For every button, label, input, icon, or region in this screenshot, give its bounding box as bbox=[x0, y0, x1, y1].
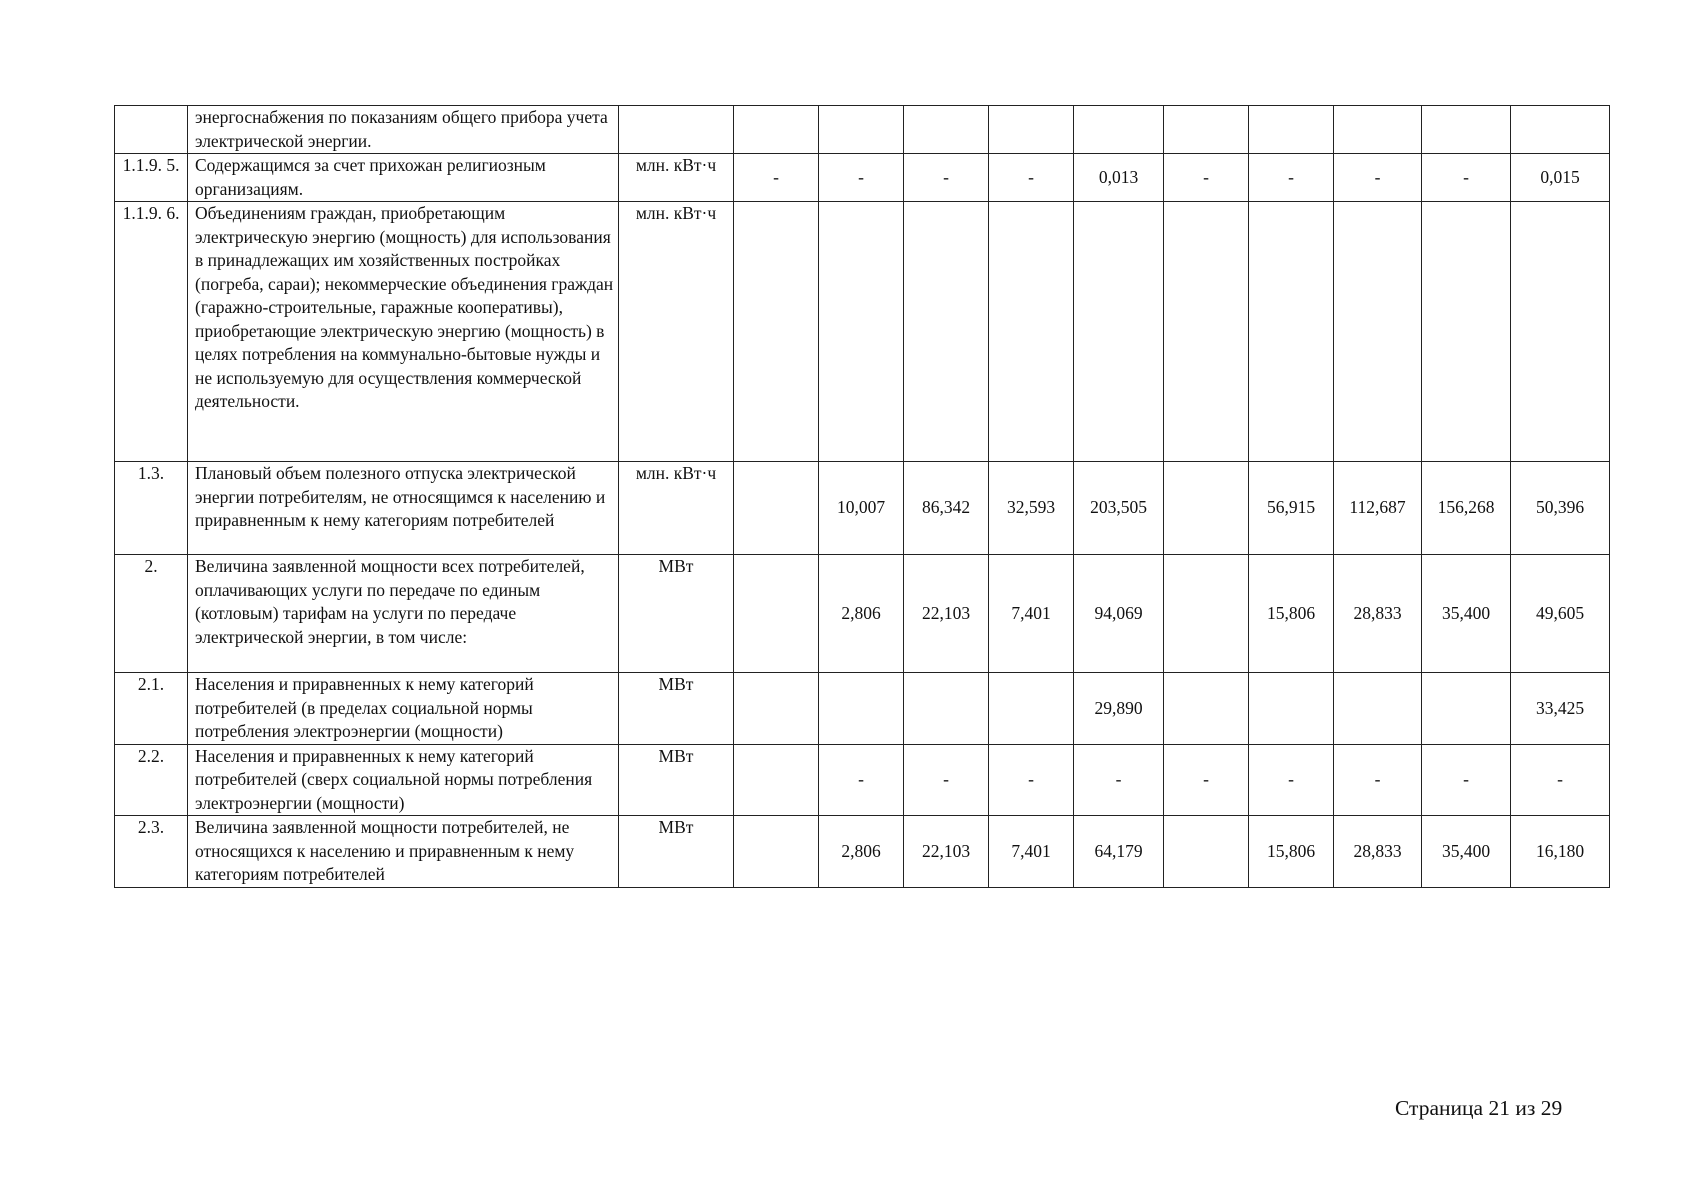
row-unit bbox=[619, 106, 734, 154]
row-number: 2.3. bbox=[115, 816, 188, 888]
value-cell: - bbox=[989, 154, 1074, 202]
row-number: 2. bbox=[115, 555, 188, 673]
value-cell bbox=[819, 673, 904, 745]
value-cell: - bbox=[1249, 744, 1334, 816]
value-cell: 10,007 bbox=[819, 462, 904, 555]
value-cell: 28,833 bbox=[1334, 816, 1422, 888]
row-number: 1.3. bbox=[115, 462, 188, 555]
table-row bbox=[115, 462, 1610, 555]
value-cell: 35,400 bbox=[1422, 816, 1511, 888]
row-number: 2.1. bbox=[115, 673, 188, 745]
table-row bbox=[115, 202, 1610, 462]
value-cell: 203,505 bbox=[1074, 462, 1164, 555]
value-cell bbox=[1422, 106, 1511, 154]
page-number: Страница 21 из 29 bbox=[1395, 1096, 1563, 1120]
value-cell: 156,268 bbox=[1422, 462, 1511, 555]
value-cell bbox=[989, 673, 1074, 745]
value-cell: - bbox=[1074, 744, 1164, 816]
value-cell: 56,915 bbox=[1249, 462, 1334, 555]
value-cell: - bbox=[1422, 154, 1511, 202]
value-cell bbox=[1249, 673, 1334, 745]
value-cell bbox=[734, 555, 819, 673]
value-cell: - bbox=[1334, 744, 1422, 816]
value-cell: 86,342 bbox=[904, 462, 989, 555]
value-cell bbox=[904, 106, 989, 154]
value-cell: 0,013 bbox=[1074, 154, 1164, 202]
table-row bbox=[115, 154, 1610, 202]
value-cell: 2,806 bbox=[819, 555, 904, 673]
value-cell bbox=[734, 106, 819, 154]
value-cell: 33,425 bbox=[1511, 673, 1610, 745]
value-cell bbox=[1511, 202, 1610, 462]
value-cell: 35,400 bbox=[1422, 555, 1511, 673]
row-unit: млн. кВт·ч bbox=[619, 462, 734, 555]
value-cell bbox=[1511, 106, 1610, 154]
table-row bbox=[115, 816, 1610, 888]
value-cell bbox=[1164, 816, 1249, 888]
value-cell: - bbox=[904, 154, 989, 202]
value-cell bbox=[1164, 202, 1249, 462]
value-cell: 94,069 bbox=[1074, 555, 1164, 673]
value-cell: - bbox=[1422, 744, 1511, 816]
row-description: энергоснабжения по показаниям общего прибора учета электрической энергии. bbox=[188, 106, 619, 154]
value-cell bbox=[1249, 202, 1334, 462]
row-description: Населения и приравненных к нему категорий потребителей (сверх социальной нормы потребления электроэнергии (мощности) bbox=[188, 744, 619, 816]
row-number: 2.2. bbox=[115, 744, 188, 816]
value-cell bbox=[1164, 462, 1249, 555]
row-number: 1.1.9. 6. bbox=[115, 202, 188, 462]
value-cell: - bbox=[1164, 744, 1249, 816]
row-number: 1.1.9. 5. bbox=[115, 154, 188, 202]
value-cell bbox=[1074, 106, 1164, 154]
value-cell: 112,687 bbox=[1334, 462, 1422, 555]
value-cell bbox=[1164, 673, 1249, 745]
value-cell bbox=[1164, 106, 1249, 154]
value-cell: - bbox=[734, 154, 819, 202]
row-description: Плановый объем полезного отпуска электрической энергии потребителям, не относящимся к населению и приравненным к нему категориям потребителей bbox=[188, 462, 619, 555]
value-cell bbox=[734, 462, 819, 555]
row-description: Содержащимся за счет прихожан религиозным организациям. bbox=[188, 154, 619, 202]
value-cell: 2,806 bbox=[819, 816, 904, 888]
value-cell: 50,396 bbox=[1511, 462, 1610, 555]
value-cell: 15,806 bbox=[1249, 555, 1334, 673]
row-unit: МВт bbox=[619, 673, 734, 745]
value-cell bbox=[1334, 202, 1422, 462]
value-cell: - bbox=[904, 744, 989, 816]
value-cell: 22,103 bbox=[904, 555, 989, 673]
value-cell bbox=[819, 202, 904, 462]
value-cell: 64,179 bbox=[1074, 816, 1164, 888]
value-cell bbox=[904, 202, 989, 462]
value-cell: - bbox=[1249, 154, 1334, 202]
row-unit: МВт bbox=[619, 744, 734, 816]
value-cell: - bbox=[819, 744, 904, 816]
value-cell bbox=[989, 106, 1074, 154]
value-cell: 16,180 bbox=[1511, 816, 1610, 888]
row-unit: МВт bbox=[619, 816, 734, 888]
value-cell: 7,401 bbox=[989, 816, 1074, 888]
table-row bbox=[115, 673, 1610, 745]
value-cell bbox=[734, 673, 819, 745]
row-description: Населения и приравненных к нему категорий потребителей (в пределах социальной нормы потребления электроэнергии (мощности) bbox=[188, 673, 619, 745]
value-cell bbox=[904, 673, 989, 745]
value-cell: 28,833 bbox=[1334, 555, 1422, 673]
value-cell bbox=[734, 816, 819, 888]
value-cell bbox=[1422, 202, 1511, 462]
table-row bbox=[115, 744, 1610, 816]
value-cell: 0,015 bbox=[1511, 154, 1610, 202]
value-cell: - bbox=[1334, 154, 1422, 202]
row-description: Величина заявленной мощности потребителей, не относящихся к населению и приравненным к нему категориям потребителей bbox=[188, 816, 619, 888]
row-number bbox=[115, 106, 188, 154]
value-cell: - bbox=[1511, 744, 1610, 816]
value-cell bbox=[1334, 106, 1422, 154]
value-cell: 22,103 bbox=[904, 816, 989, 888]
value-cell: 15,806 bbox=[1249, 816, 1334, 888]
value-cell: 32,593 bbox=[989, 462, 1074, 555]
value-cell bbox=[989, 202, 1074, 462]
row-unit: млн. кВт·ч bbox=[619, 202, 734, 462]
value-cell: - bbox=[989, 744, 1074, 816]
value-cell: 7,401 bbox=[989, 555, 1074, 673]
value-cell bbox=[819, 106, 904, 154]
value-cell: 49,605 bbox=[1511, 555, 1610, 673]
value-cell: - bbox=[819, 154, 904, 202]
value-cell bbox=[1334, 673, 1422, 745]
row-description: Величина заявленной мощности всех потребителей, оплачивающих услуги по передаче по единым (котловым) тарифам на услуги по передаче электрической энергии, в том числе: bbox=[188, 555, 619, 673]
value-cell bbox=[1074, 202, 1164, 462]
row-description: Объединениям граждан, приобретающим электрическую энергию (мощность) для использования в принадлежащих им хозяйственных постройках (погреба, сараи); некоммерческие объединения граждан (гаражно-строительные, гаражные кооперативы), приобретающие электрическую энергию (мощность) в целях потребления на коммунально-бытовые нужды и не используемую для осуществления коммерческой деятельности. bbox=[188, 202, 619, 462]
value-cell bbox=[1164, 555, 1249, 673]
value-cell: 29,890 bbox=[1074, 673, 1164, 745]
value-cell bbox=[1422, 673, 1511, 745]
row-unit: млн. кВт·ч bbox=[619, 154, 734, 202]
data-table bbox=[114, 105, 1610, 888]
value-cell bbox=[734, 202, 819, 462]
value-cell bbox=[734, 744, 819, 816]
value-cell: - bbox=[1164, 154, 1249, 202]
table-row bbox=[115, 555, 1610, 673]
row-unit: МВт bbox=[619, 555, 734, 673]
table-row bbox=[115, 106, 1610, 154]
value-cell bbox=[1249, 106, 1334, 154]
